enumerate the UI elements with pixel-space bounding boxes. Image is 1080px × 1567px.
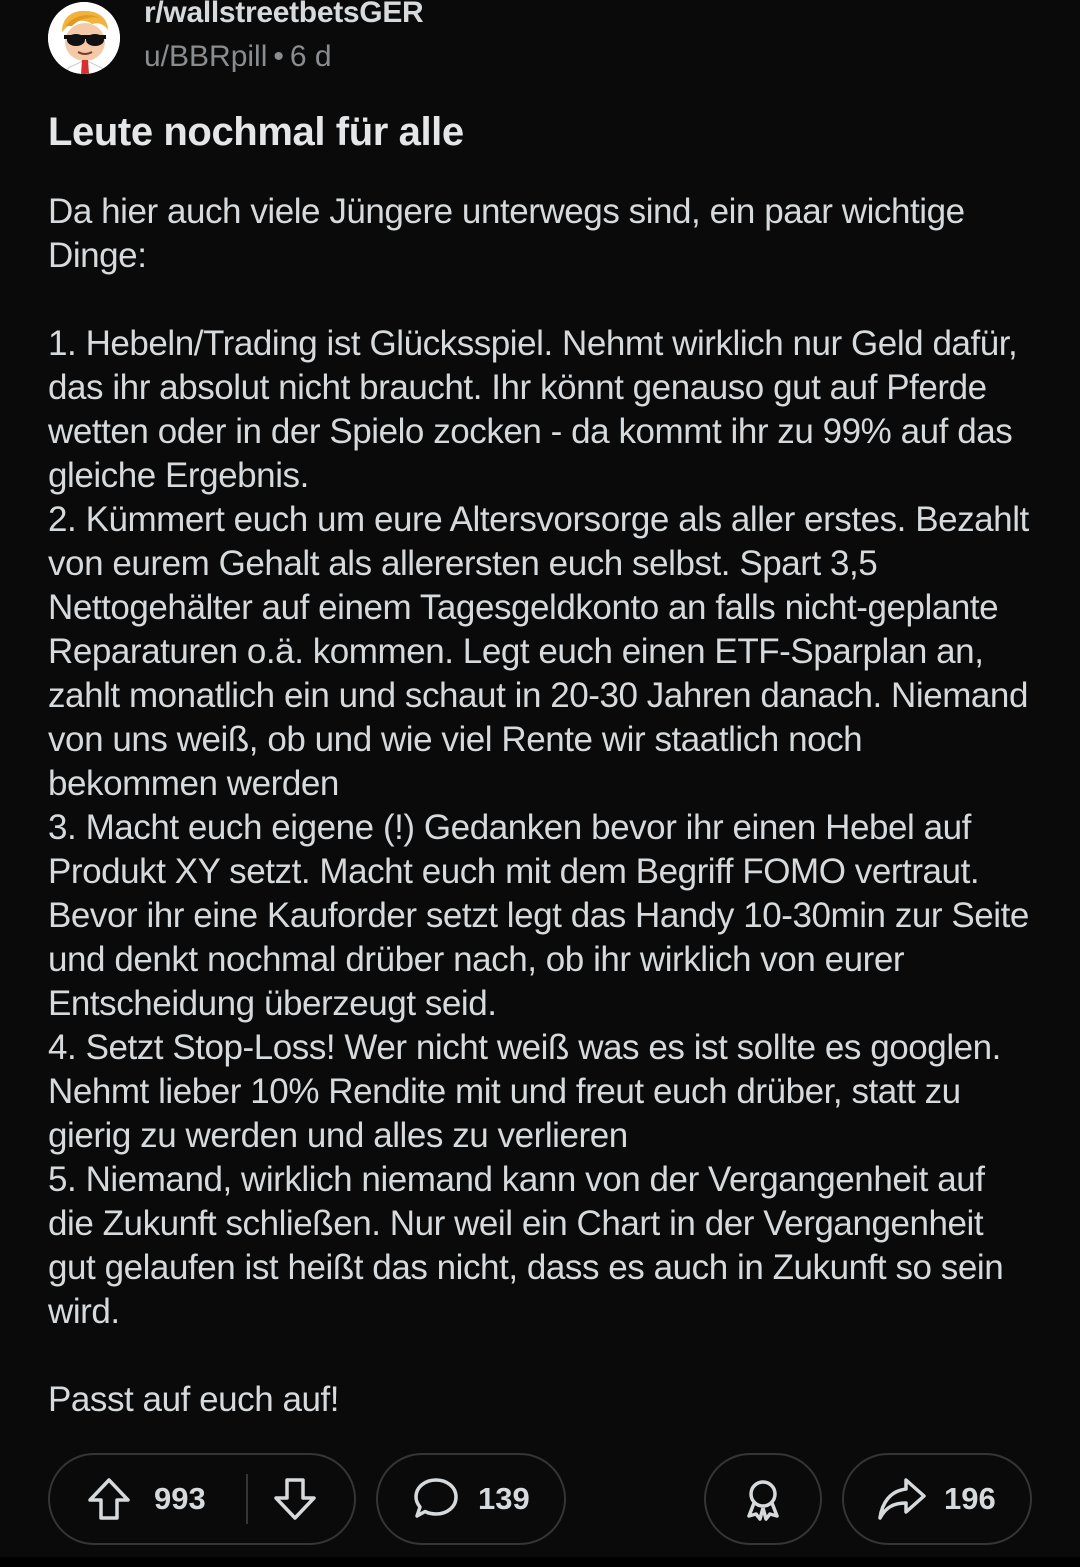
post-age: 6 d xyxy=(289,40,332,73)
post-meta xyxy=(144,40,332,74)
list-item: 4. Setzt Stop-Loss! Wer nicht weiß was es ist sollte es googlen. Nehmt lieber 10% Rendite mit und freut euch drüber, statt zu gierig zu werden und alles zu verlieren xyxy=(48,1028,1011,1155)
upvote-button[interactable] xyxy=(86,1476,132,1522)
author-name[interactable]: u/BBRpill xyxy=(144,40,268,73)
share-arrow-icon xyxy=(876,1476,928,1522)
vote-control xyxy=(48,1453,356,1545)
comment-count: 139 xyxy=(478,1481,530,1516)
upvote-arrow-icon xyxy=(86,1476,132,1522)
comment-button[interactable] xyxy=(376,1453,566,1545)
award-icon xyxy=(739,1475,787,1523)
share-count: 196 xyxy=(944,1481,996,1516)
wsb-mascot-icon xyxy=(48,2,120,74)
share-icon-wrap xyxy=(876,1476,928,1522)
post-closing: Passt auf euch auf! xyxy=(48,1380,340,1419)
post-header xyxy=(48,0,1028,90)
post-title: Leute nochmal für alle xyxy=(48,110,464,154)
bottom-strip xyxy=(0,1557,1080,1567)
list-item: 1. Hebeln/Trading ist Glücksspiel. Nehmt wirklich nur Geld dafür, das ihr absolut nicht braucht. Ihr könnt genauso gut auf Pferde wetten oder in der Spielo zocken - da kommt ihr zu 99% auf das gleiche Ergebnis. xyxy=(48,324,1027,495)
meta-separator: • xyxy=(273,40,284,73)
post-intro: Da hier auch viele Jüngere unterwegs sind, ein paar wichtige Dinge: xyxy=(48,192,974,275)
vote-divider xyxy=(246,1474,248,1524)
comment-bubble-icon xyxy=(412,1476,460,1522)
upvote-count: 993 xyxy=(154,1481,206,1516)
list-item: 5. Niemand, wirklich niemand kann von der Vergangenheit auf die Zukunft schließen. Nur weil ein Chart in der Vergangenheit gut gelaufen ist heißt das nicht, dass es auch in Zukunft so sein wird. xyxy=(48,1160,1013,1331)
subreddit-name[interactable]: r/wallstreetbetsGER xyxy=(144,0,424,29)
downvote-button[interactable] xyxy=(272,1476,318,1522)
post-action-bar xyxy=(48,1453,1032,1549)
downvote-arrow-icon xyxy=(272,1476,318,1522)
list-item: 3. Macht euch eigene (!) Gedanken bevor ihr einen Hebel auf Produkt XY setzt. Macht euch mit dem Begriff FOMO vertraut. Bevor ihr eine Kauforder setzt legt das Handy 10-30min zur Seite und denkt nochmal drüber nach, ob ihr wirklich von eurer Entscheidung überzeugt seid. xyxy=(48,808,1039,1023)
list-item: 2. Kümmert euch um eure Altersvorsorge als aller erstes. Bezahlt von eurem Gehalt als allerersten euch selbst. Spart 3,5 Nettogehälter auf einem Tagesgeldkonto an falls nicht-geplante Reparaturen o.ä. kommen. Legt euch einen ETF-Sparplan an, zahlt monatlich ein und schaut in 20-30 Jahren danach. Niemand von uns weiß, ob und wie viel Rente wir staatlich noch bekommen werden xyxy=(48,500,1039,803)
share-button[interactable] xyxy=(842,1453,1032,1545)
post-body xyxy=(48,190,1038,1422)
comment-icon-wrap xyxy=(412,1476,460,1522)
award-button[interactable] xyxy=(704,1453,822,1545)
subreddit-avatar[interactable] xyxy=(48,2,120,74)
